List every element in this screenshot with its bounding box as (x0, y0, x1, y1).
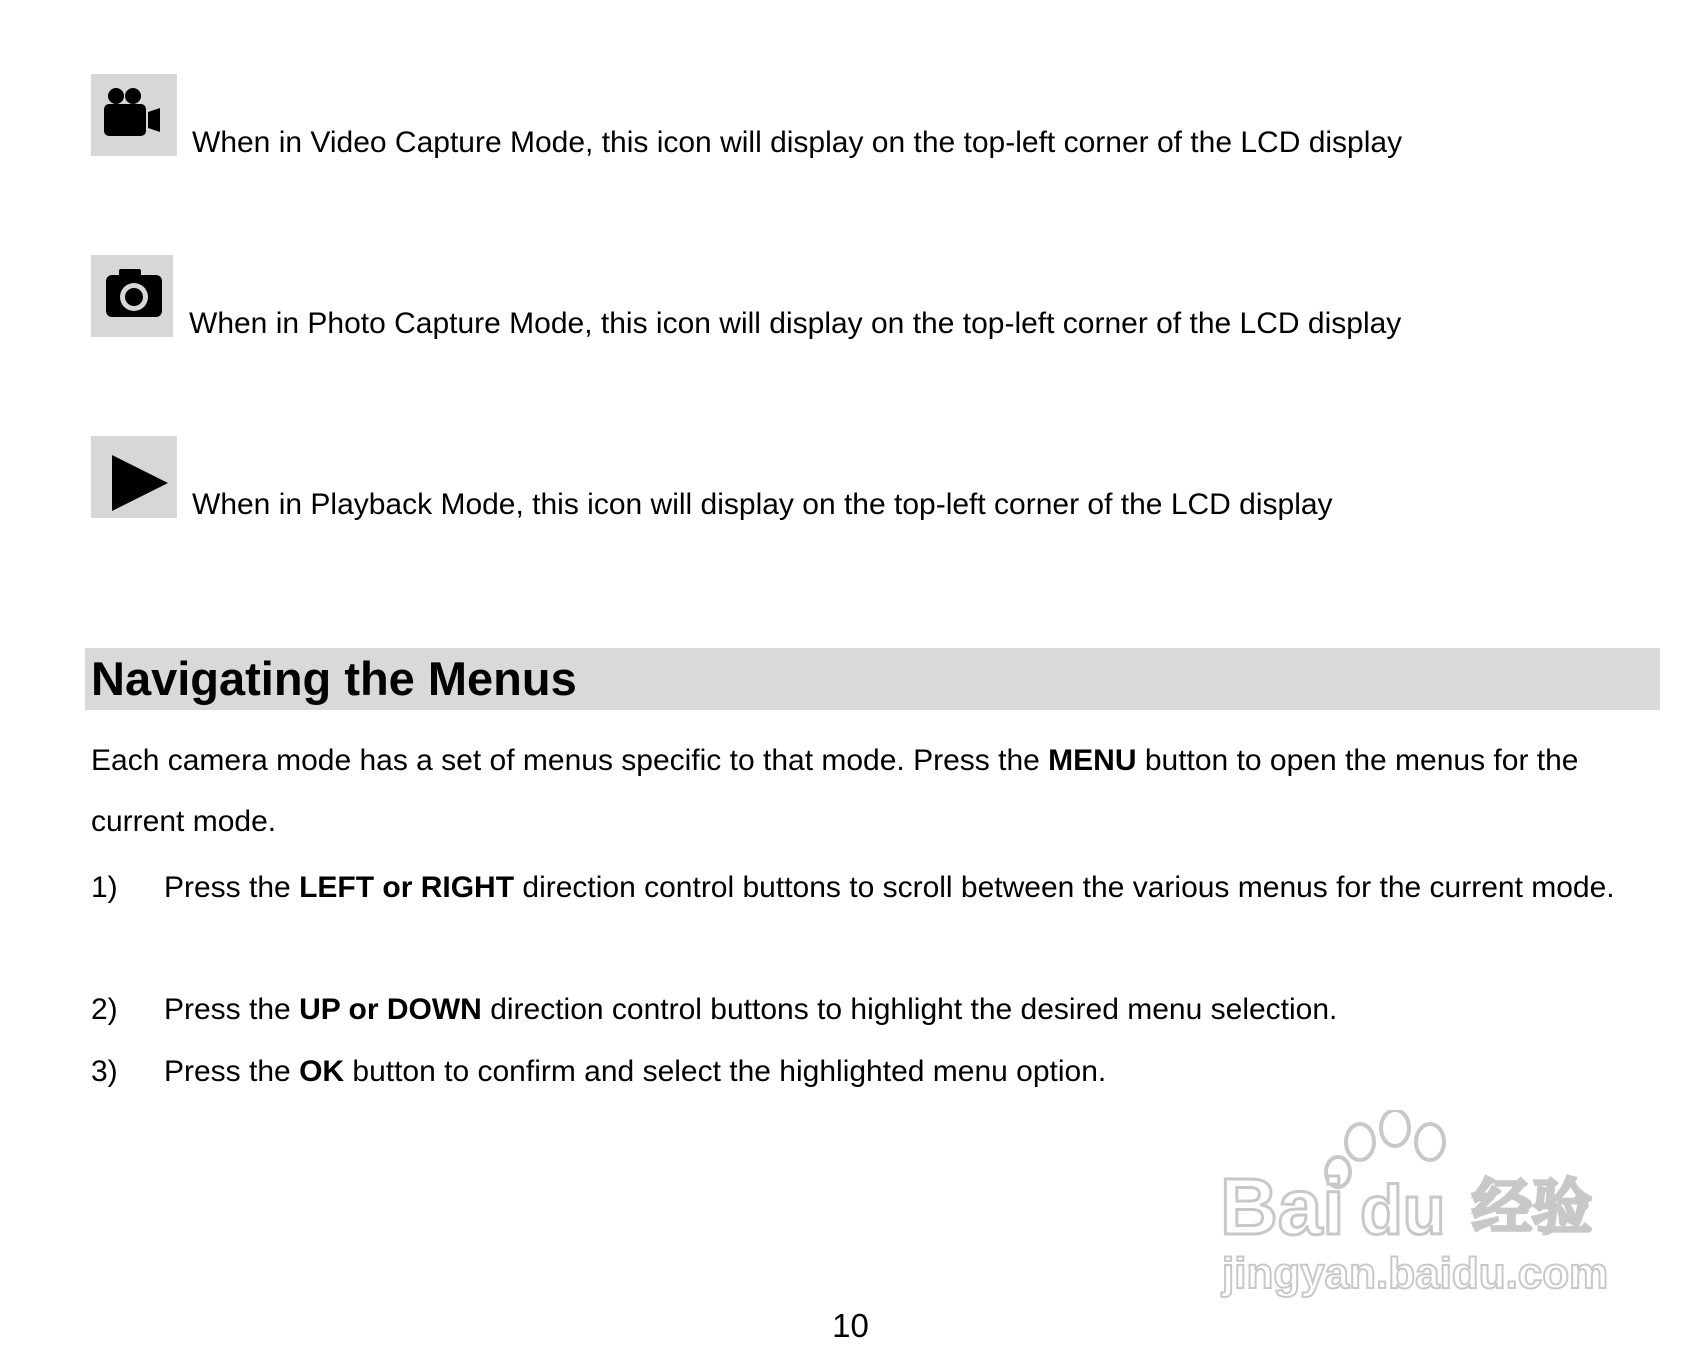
intro-text-before: Each camera mode has a set of menus specific to that mode. Press the (91, 744, 1049, 777)
step-button-label: LEFT or RIGHT (299, 871, 515, 904)
video-camera-icon (91, 74, 177, 156)
watermark-url: jingyan.baidu.com (1222, 1249, 1609, 1298)
step-number: 2) (91, 993, 118, 1026)
playback-mode-description: When in Playback Mode, this icon will display on the top-left corner of the LCD display (192, 488, 1333, 521)
intro-text-after: button to open the menus for the current mode. (91, 744, 1579, 838)
photo-camera-icon (91, 255, 173, 337)
video-mode-row (0, 74, 1701, 164)
step-text-before: Press the (164, 1055, 300, 1088)
section-title: Navigating the Menus (91, 652, 577, 705)
photo-mode-row (0, 255, 1701, 345)
step-text-before: Press the (164, 871, 300, 904)
step-text-after: direction control buttons to highlight the desired menu selection. (481, 993, 1338, 1026)
watermark-graphic (1210, 1110, 1620, 1310)
step-text-before: Press the (164, 993, 300, 1026)
photo-mode-description: When in Photo Capture Mode, this icon will display on the top-left corner of the LCD display (189, 307, 1402, 340)
watermark-brand-right: du (1360, 1171, 1446, 1249)
step-text-after: direction control buttons to scroll between the various menus for the current mode. (514, 871, 1615, 904)
play-icon (91, 436, 177, 518)
page-number: 10 (832, 1307, 869, 1344)
menu-button-label: MENU (1048, 744, 1137, 777)
step-text (164, 1041, 1661, 1102)
step-button-label: OK (299, 1055, 345, 1088)
video-mode-description: When in Video Capture Mode, this icon will display on the top-left corner of the LCD display (192, 126, 1403, 159)
step-text (164, 857, 1661, 918)
step-text (164, 979, 1661, 1040)
step-text-after: button to confirm and select the highlighted menu option. (344, 1055, 1107, 1088)
watermark-brand-suffix: 经验 (1472, 1173, 1592, 1243)
step-button-label: UP or DOWN (299, 993, 482, 1026)
step-number: 3) (91, 1055, 118, 1088)
watermark-brand-left: Bai (1220, 1162, 1345, 1251)
intro-paragraph (91, 730, 1661, 852)
step-number: 1) (91, 871, 118, 904)
baidu-watermark-logo (1210, 1110, 1620, 1310)
playback-mode-row (0, 436, 1701, 526)
